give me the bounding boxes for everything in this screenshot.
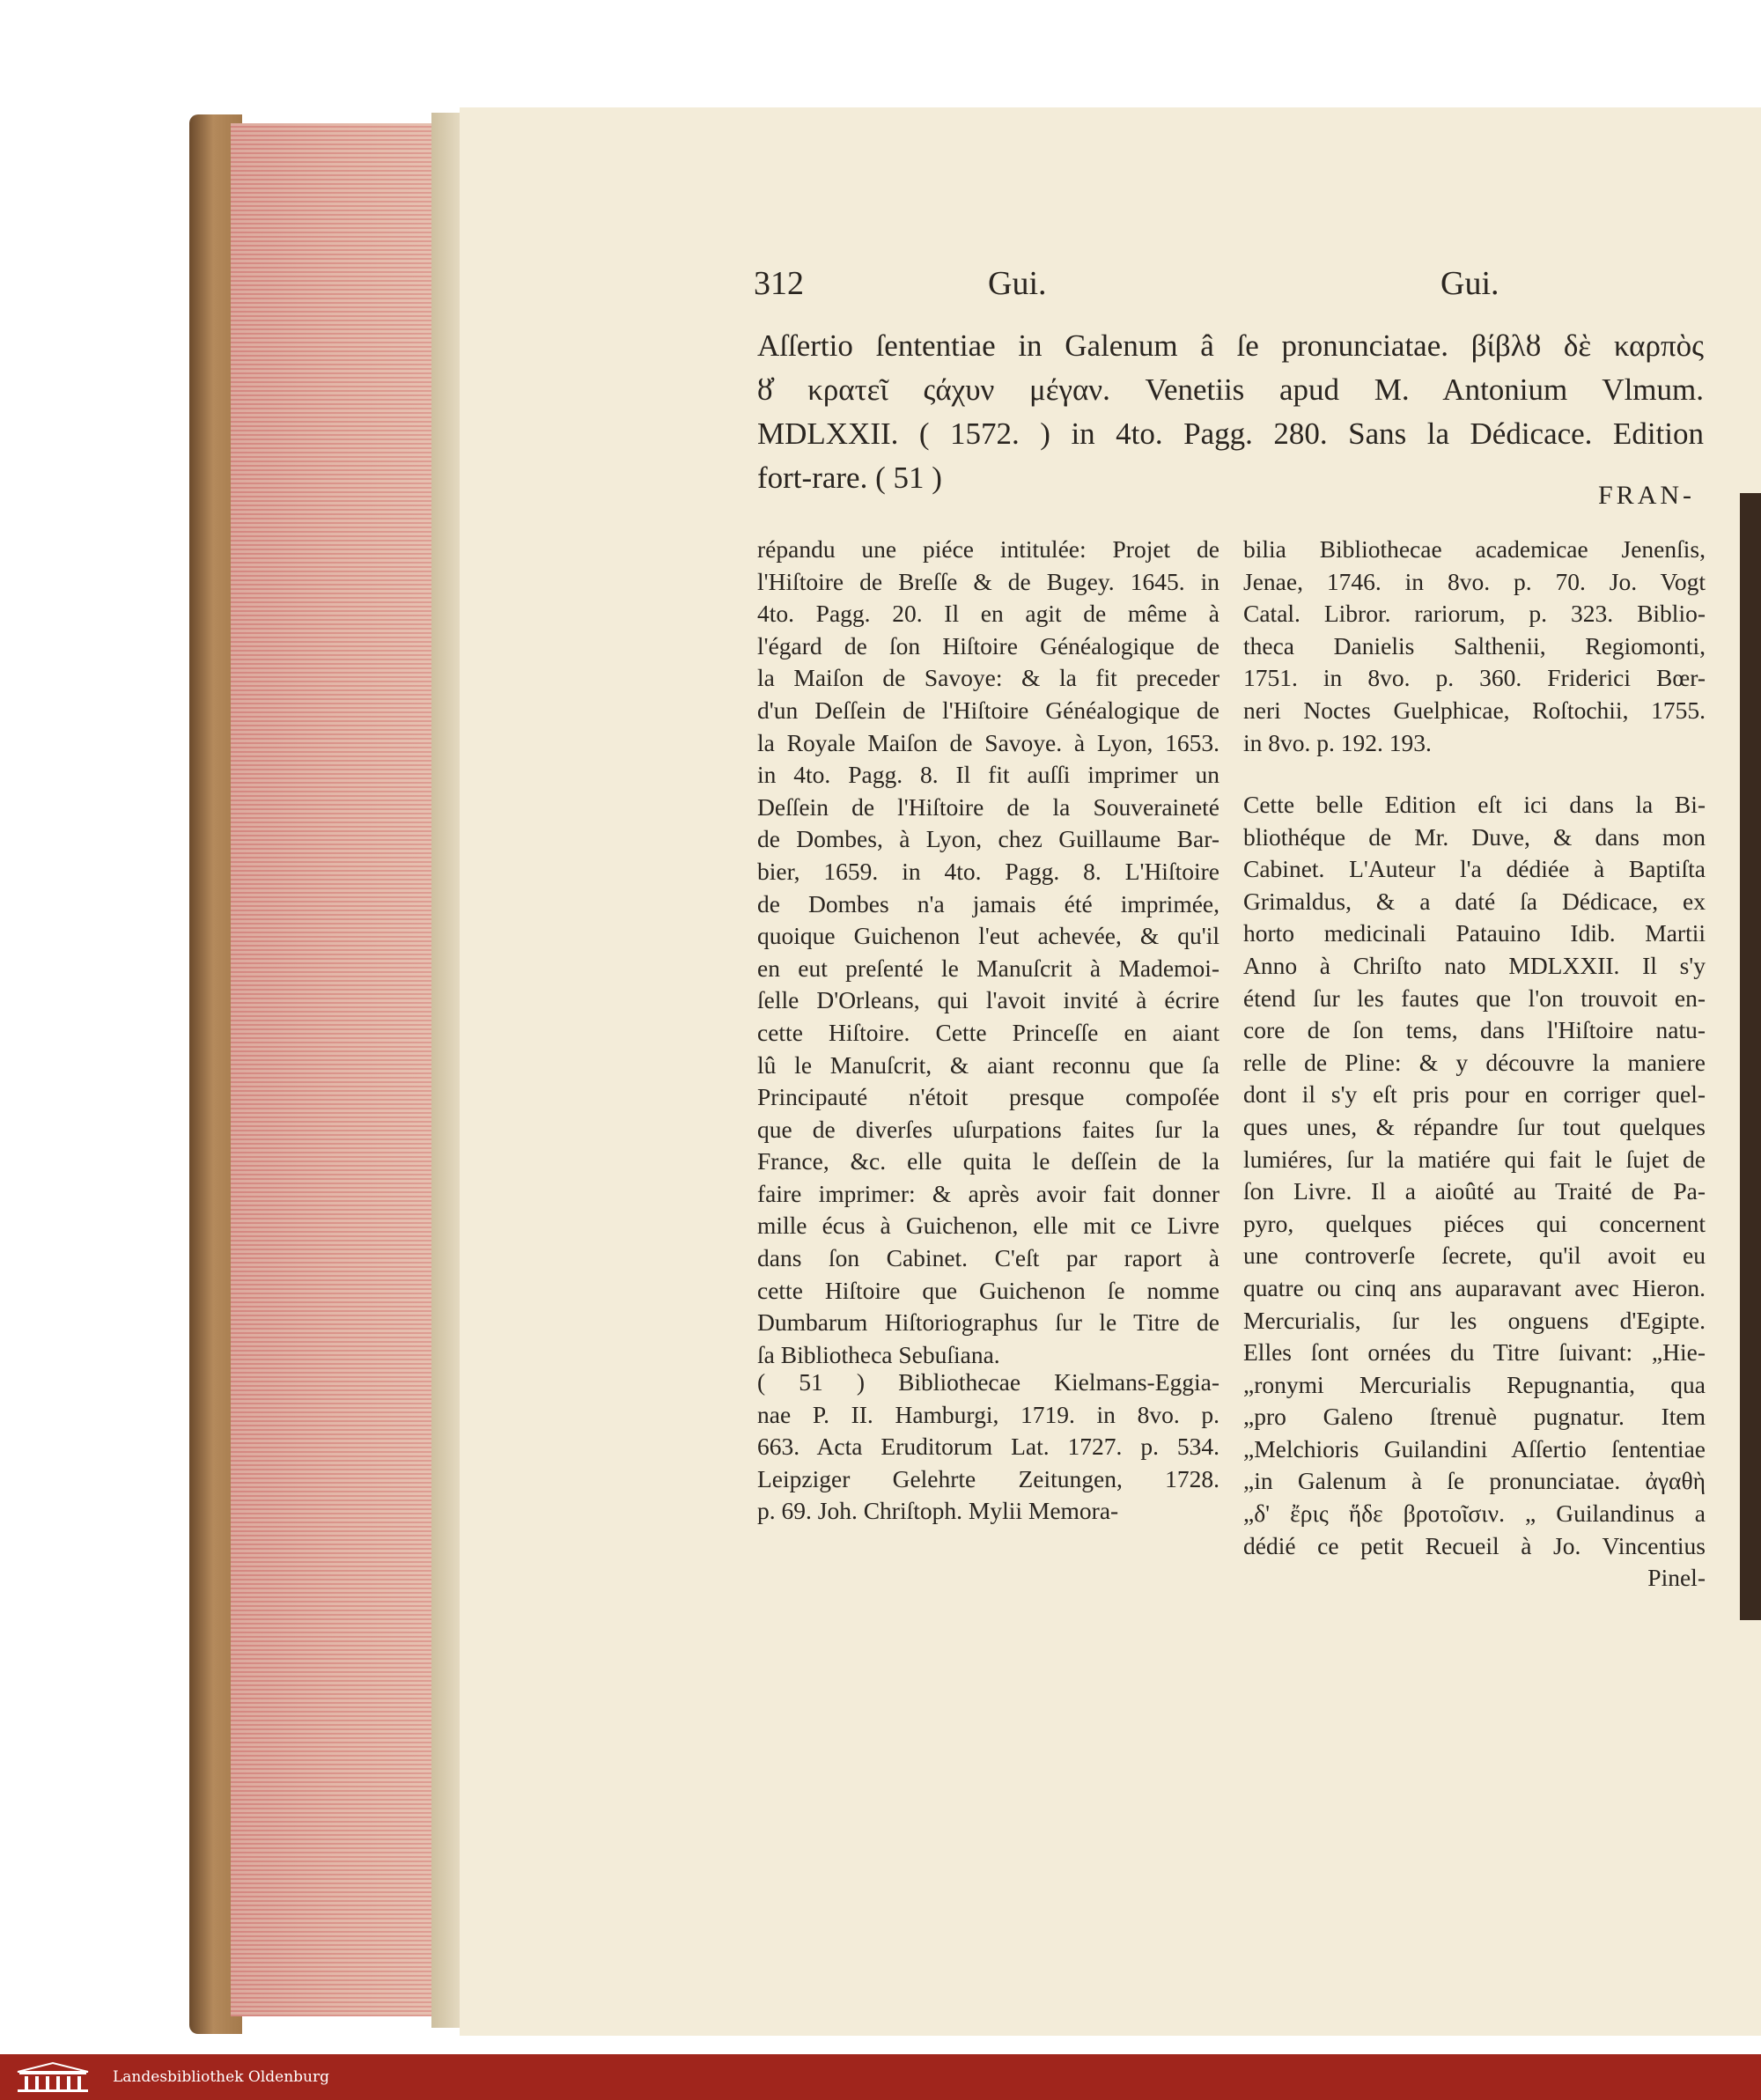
viewer-footer-bar [0,2054,1761,2100]
right-column-body-line: Grimaldus, & a daté ſa Dédicace, ex [1243,887,1706,915]
left-column-line: cette Hiſtoire. Cette Princeſſe en aiant [757,1018,1219,1046]
left-column-line: Dumbarum Hiſtoriographus ſur le Titre de [757,1308,1219,1337]
left-column-line: la Royale Maiſon de Savoye. à Lyon, 1653. [757,728,1219,756]
right-column-body-line: Cabinet. L'Auteur l'a dédiée à Baptiſta [1243,855,1706,883]
right-column-body-line: dédié ce petit Recueil à Jo. Vincentius [1243,1531,1706,1559]
left-column [757,534,1219,1371]
right-column-body [1243,789,1706,1595]
library-building-icon [16,2061,90,2093]
right-column-body-line: quatre ou cinq ans auparavant avec Hieron. [1243,1273,1706,1301]
left-column-line: ſa Bibliotheca Sebuſiana. [757,1340,1000,1368]
right-column-body-line: „Melchioris Guilandini Aſſertio ſententiae [1243,1434,1706,1463]
right-column-body-line: Elles ſont ornées du Titre ſuivant: „Hie- [1243,1338,1706,1367]
right-column-top-line: Catal. Libror. rariorum, p. 323. Biblio- [1243,600,1706,628]
left-column-line: la Maiſon de Savoye: & la fit preceder [757,664,1219,692]
right-column-body-line: „ronymi Mercurialis Repugnantia, qua [1243,1370,1706,1398]
footnote-block [757,1367,1219,1528]
page-gutter [431,113,462,2028]
entry-line-3: MDLXXII. ( 1572. ) in 4to. Pagg. 280. Sans la Dédicace. Edition [757,416,1704,451]
right-column-body-line: ſon Livre. Il a aioûté au Traité de Pa- [1243,1177,1706,1205]
running-head-left: Gui. [988,265,1047,302]
left-column-line: mille écus à Guichenon, elle mit ce Livre [757,1212,1219,1240]
entry-line-1: Aſſertio ſententiae in Galenum â ſe pronunciatae. βίβλȣ δὲ καρπὸς [757,328,1704,363]
left-column-line: Deſſein de l'Hiſtoire de la Souveraineté [757,792,1219,821]
left-column-line: dans ſon Cabinet. C'eſt par raport à [757,1244,1219,1272]
left-column-line: l'Hiſtoire de Breſſe & de Bugey. 1645. in [757,567,1219,595]
entry-line-4: fort-rare. ( 51 ) [757,461,942,495]
left-column-line: 4to. Pagg. 20. Il en agit de même à [757,600,1219,628]
right-column-body-line: horto medicinali Patauino Idib. Martii [1243,919,1706,947]
left-column-line: cette Hiſtoire que Guichenon ſe nomme [757,1276,1219,1304]
book-page-edges [231,123,442,2016]
right-column-top-line: 1751. in 8vo. p. 360. Friderici Bœr- [1243,664,1706,692]
right-column-body-line: „pro Galeno ſtrenuè pugnatur. Item [1243,1403,1706,1431]
left-column-line: d'un Deſſein de l'Hiſtoire Généalogique de [757,696,1219,724]
right-column-top-line: Jenae, 1746. in 8vo. p. 70. Jo. Vogt [1243,567,1706,595]
right-column-top-line: bilia Bibliothecae academicae Jenenſis, [1243,535,1706,563]
right-column-body-line: étend ſur les fautes que l'on trouvoit en- [1243,984,1706,1012]
right-column-body-line: bliothéque de Mr. Duve, & dans mon [1243,822,1706,851]
right-column-body-line: Cette belle Edition eſt ici dans la Bi- [1243,791,1706,818]
right-column-body-line: une controverſe ſecrete, qu'il avoit eu [1243,1242,1706,1270]
footnote-line: nae P. II. Hamburgi, 1719. in 8vo. p. [757,1400,1219,1428]
page-edge-shadow [1740,493,1761,1620]
footnote-line: 663. Acta Eruditorum Lat. 1727. p. 534. [757,1433,1219,1461]
catchword-top: FRAN- [1598,481,1696,510]
left-column-line: que de diverſes uſurpations faites ſur la [757,1115,1219,1143]
footnote-line: Leipziger Gelehrte Zeitungen, 1728. [757,1464,1219,1492]
right-column-body-line: Pinel- [1647,1564,1706,1592]
footnote-line: ( 51 ) Bibliothecae Kielmans-Eggia- [757,1368,1219,1396]
left-column-line: in 4to. Pagg. 8. Il fit auſſi imprimer un [757,761,1219,789]
right-column-body-line: core de ſon tems, dans l'Hiſtoire natu- [1243,1016,1706,1044]
running-head-right: Gui. [1440,265,1499,302]
right-column-body-line: „in Galenum à ſe pronunciatae. ἀγαθὴ [1243,1467,1706,1495]
left-column-line: en eut preſenté le Manuſcrit à Mademoi- [757,954,1219,982]
left-column-line: France, &c. elle quita le deſſein de la [757,1147,1219,1175]
right-column-body-line: dont il s'y eſt pris pour en corriger quel- [1243,1080,1706,1109]
page-number: 312 [754,265,804,302]
right-column-body-line: „δ' ἔρις ἥδε βροτοῖσιν. „ Guilandinus a [1243,1499,1706,1528]
right-column-body-line: ques unes, & répandre ſur tout quelques [1243,1112,1706,1140]
left-column-line: répandu une piéce intitulée: Projet de [757,535,1219,563]
right-column-body-line: pyro, quelques piéces qui concernent [1243,1209,1706,1237]
right-column-body-line: relle de Pline: & y découvre la maniere [1243,1048,1706,1076]
footnote-line: p. 69. Joh. Chriſtoph. Mylii Memora- [757,1497,1119,1525]
right-column-top-line: theca Danielis Salthenii, Regiomonti, [1243,631,1706,659]
right-column-top-line: in 8vo. p. 192. 193. [1243,728,1432,756]
left-column-line: de Dombes n'a jamais été imprimée, [757,889,1219,917]
right-column-continuation [1243,534,1706,759]
library-name: Landesbibliothek Oldenburg [113,2068,330,2086]
right-column-body-line: Anno à Chriſto nato MDLXXII. Il s'y [1243,951,1706,979]
left-column-line: lû le Manuſcrit, & aiant reconnu que ſa [757,1050,1219,1079]
right-column-body-line: Mercurialis, ſur les onguens d'Egipte. [1243,1306,1706,1334]
left-column-line: l'égard de ſon Hiſtoire Généalogique de [757,631,1219,659]
entry-line-2: ȣ̓ κρατεῖ ςάχυν μέγαν. Venetiis apud M. Antonium Vlmum. [757,372,1704,407]
right-column-body-line: lumiéres, ſur la matiére qui fait le ſujet de [1243,1145,1706,1173]
left-column-line: faire imprimer: & après avoir fait donner [757,1179,1219,1207]
left-column-line: quoique Guichenon l'eut achevée, & qu'il [757,922,1219,950]
right-column-top-line: neri Noctes Guelphicae, Roſtochii, 1755. [1243,696,1706,724]
left-column-line: Principauté n'étoit presque compoſée [757,1083,1219,1111]
left-column-line: de Dombes, à Lyon, chez Guillaume Bar- [757,825,1219,853]
left-column-line: ſelle D'Orleans, qui l'avoit invité à écrire [757,986,1219,1014]
left-column-line: bier, 1659. in 4to. Pagg. 8. L'Hiſtoire [757,857,1219,885]
